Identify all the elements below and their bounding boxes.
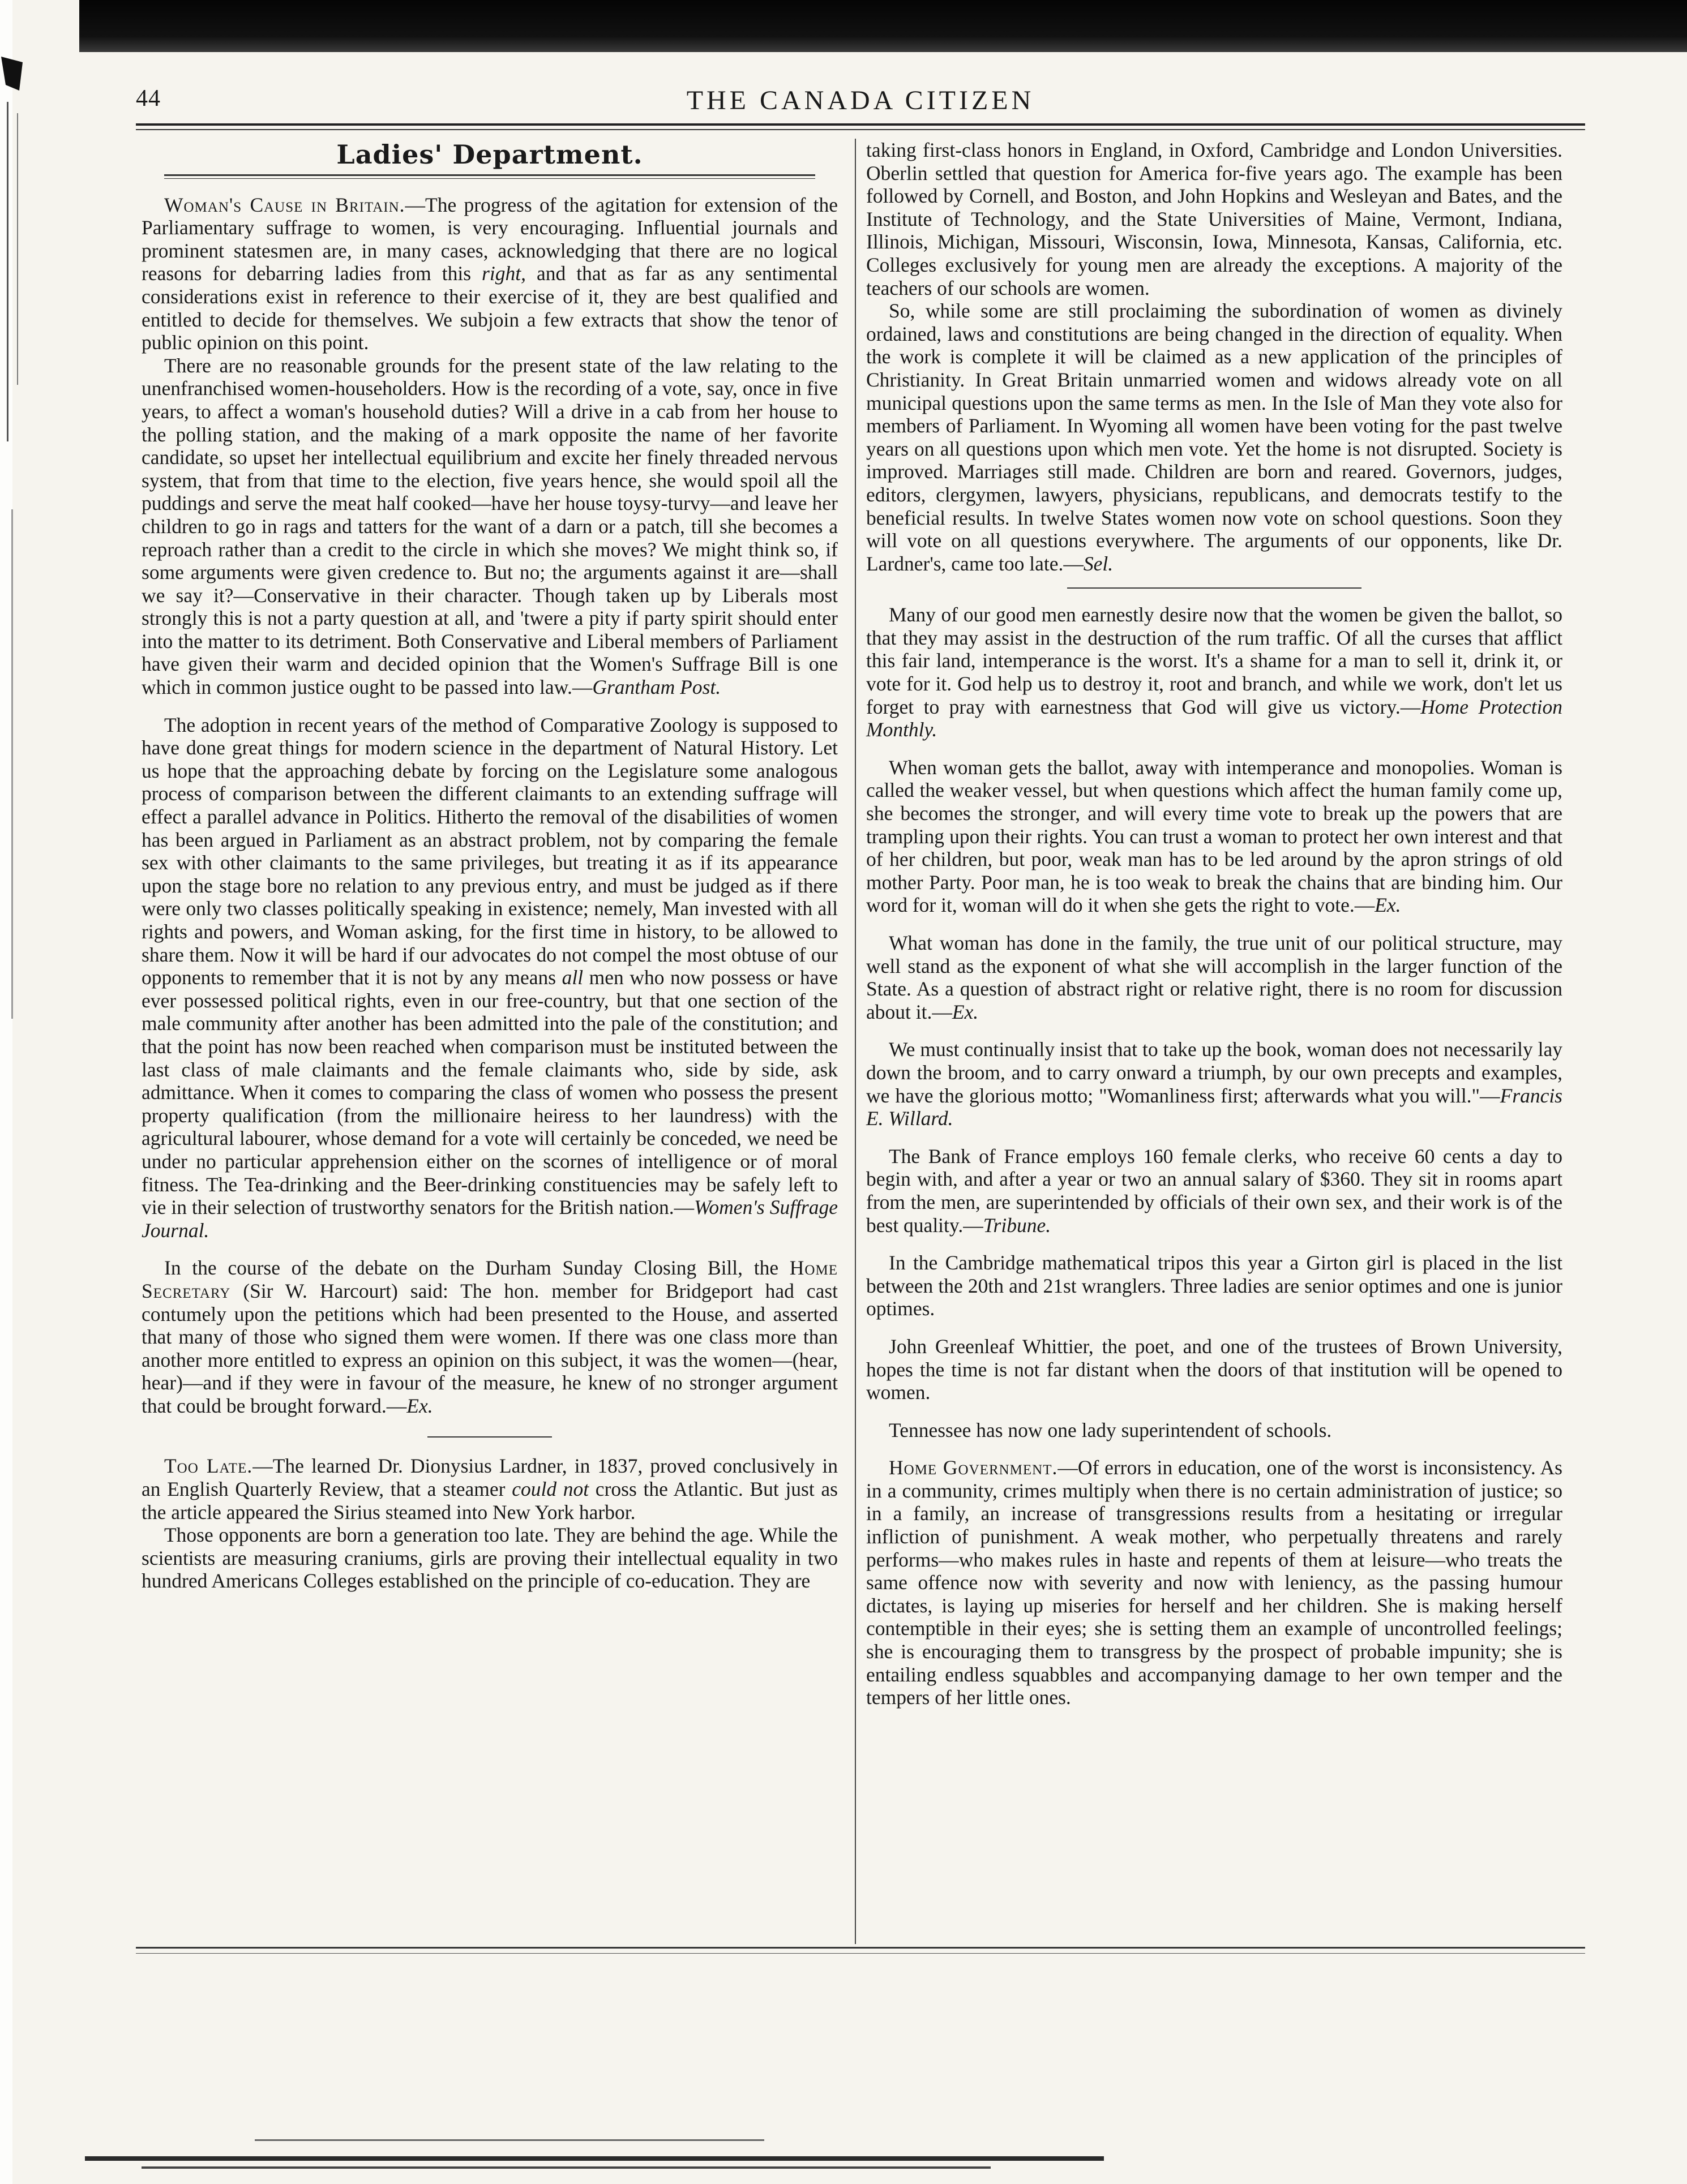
paragraph-text: When woman gets the ballot, away with intemperance and monopolies. Woman is called the weaker vessel, but when questions which affect the human family come up, she becomes the stronger, and will every time vote to break up the powers that are trampling upon their rights. You can trust a woman to protect her own interest and that of her children, but poor, weak man has to be led around by the apron strings of old mother Party. Poor man, he is too weak to break the chains that are binding him. Our word for it, woman will do it when she gets the right to vote.— xyxy=(866,756,1562,917)
source-citation: Tribune. xyxy=(983,1213,1051,1237)
paragraph-cambridge-tripos xyxy=(866,1251,1562,1320)
source-citation: Ex. xyxy=(1375,894,1401,917)
department-title: Ladies' Department. xyxy=(336,139,643,170)
scan-footer-marks xyxy=(85,2117,1330,2179)
title-rule xyxy=(164,174,815,179)
paragraph-text: Many of our good men earnestly desire now that the women be given the ballot, so that they may assist in the destruction of the rum traffic. Of all the curses that afflict this fair land, intemperance is the worst. It's a shame for a man to sell it, drink it, or vote for it. God help us to destroy it, root and branch, and while we work, don't let us forget to pray with earnestness that God will give us victory.— xyxy=(866,603,1562,718)
paragraph-text: men who now possess or have ever possessed political rights, even in our free-country, but that one section of the male community after another has been admitted into the pale of the constitution; and that the point has now been reached when comparison must be instituted between the last class of male claimants and the female claimants who, side by side, ask admittance. When it comes to comparing the class of women who possess the present property qualification (from the millionaire heiress to her laundress) with the agricultural labourer, whose demand for a vote will certainly be conceded, we need be under no particular apprehension either on the scornes of intelligence or of moral fitness. The Tea-drinking and the Beer-drinking constituencies may be safely left to vie in their selection of trustworthy senators for the British nation.— xyxy=(142,966,838,1219)
section-divider xyxy=(427,1436,552,1438)
footer-rule xyxy=(136,1947,1585,1954)
source-citation: Women's Suffrage Journal. xyxy=(142,1196,838,1242)
paragraph-subordination xyxy=(866,299,1562,575)
italic-text: right, xyxy=(482,262,526,285)
paragraph-continued-colleges xyxy=(866,139,1562,299)
paragraph-text: —The progress of the agitation for extension of the Parliamentary suffrage to women, is very encouraging. Influential journals and prominent statesmen are, in many cases, acknowledging that there are no logical reasons for debarring ladies from this xyxy=(142,193,838,285)
paragraph-text: We must continually insist that to take up the book, woman does not necessarily lay down the broom, and to carry onward a triumph, by our own precepts and examples, we have the glorious motto; "Womanliness first; afterwards what you will."— xyxy=(866,1038,1562,1107)
paragraph-text: taking first-class honors in England, in Oxford, Cambridge and London Universities. Oberlin settled that question for America for-five years ago. The example has been followed by Cornell, and Boston, and John Hopkins and Wesleyan and Bates, and the Institute of Technology, and the State Universities of Maine, Vermont, Indiana, Illinois, Michigan, Missouri, Wisconsin, Iowa, Minnesota, Kansas, California, etc. Colleges exclusively for young men are already the exceptions. A majority of the teachers of our schools are women. xyxy=(866,139,1562,299)
paragraph-book-broom xyxy=(866,1038,1562,1130)
source-citation: Ex. xyxy=(952,1000,979,1023)
paragraph-home-government xyxy=(866,1456,1562,1709)
paragraph-womans-cause xyxy=(142,194,838,354)
source-citation: Home Protection Monthly. xyxy=(866,695,1562,741)
paragraph-text: In the course of the debate on the Durham Sunday Closing Bill, the xyxy=(164,1256,790,1280)
paragraph-text: and that as far as any sentimental considerations exist in reference to their exercise of it, they are best qualified and entitled to decide for themselves. We subjoin a few extracts that show the tenor of public opinion on this point. xyxy=(142,262,838,354)
paragraph-text: cross the Atlantic. But just as the article appeared the Sirius steamed into New York harbor. xyxy=(142,1478,838,1524)
paragraph-text: The adoption in recent years of the method of Comparative Zoology is supposed to have done great things for modern science in the department of Natural History. Let us hope that the approaching debate by forcing on the Legislature some analogous process of comparison between the different claimants to an extending suffrage will effect a parallel advance in Politics. Hitherto the removal of the disabilities of women has been argued in Parliament as an abstract problem, not by comparing the female sex with other claimants to the same privileges, but treating it as if its appearance upon the stage bore no relation to any previous entry, and must be judged as if there were only two classes politically speaking in existence; nemely, Man invested with all rights and powers, and Woman asking, for the first time in history, to be allowed to share them. Now it will be hard if our advocates do not compel the most obtuse of our opponents to remember that it is not by any means xyxy=(142,713,838,989)
paragraph-text: In the Cambridge mathematical tripos this year a Girton girl is placed in the list between the 20th and 21st wranglers. Three ladies are senior optimes and one is junior optimes. xyxy=(866,1251,1562,1320)
paragraph-text: The Bank of France employs 160 female clerks, who receive 60 cents a day to begin with, and after a year or two an annual salary of $360. They sit in rooms apart from the men, are superintended by officials of their own sex, and their work is of the best quality.— xyxy=(866,1144,1562,1237)
header-rule xyxy=(136,123,1585,130)
italic-text: all xyxy=(562,966,584,989)
paragraph-whittier xyxy=(866,1335,1562,1404)
paragraph-rum-traffic xyxy=(866,603,1562,741)
paragraph-family-unit xyxy=(866,932,1562,1023)
paragraph-comparative-zoology xyxy=(142,714,838,1242)
column-divider xyxy=(855,139,856,1944)
paragraph-opponents xyxy=(142,1524,838,1593)
paragraph-text: Tennessee has now one lady superintendent of schools. xyxy=(889,1418,1332,1441)
paragraph-bank-of-france xyxy=(866,1145,1562,1237)
running-head: THE CANADA CITIZEN xyxy=(686,85,1035,115)
lead-womans-cause: Woman's Cause in Britain. xyxy=(164,193,405,216)
left-column xyxy=(142,139,838,1593)
paragraph-ballot-intemperance xyxy=(866,756,1562,917)
source-citation: Grantham Post. xyxy=(592,676,721,699)
paragraph-reasonable-grounds xyxy=(142,354,838,699)
paragraph-text: So, while some are still proclaiming the subordination of women as divinely ordained, laws and constitutions are being changed in the direction of equality. When the work is complete it will be claimed as a new application of the principles of Christianity. In Great Britain unmarried women and widows already vote on all municipal questions upon the same terms as men. In the Isle of Man they vote also for members of Parliament. In Wyoming all women have been voting for the past twelve years on all questions upon which men vote. Yet the home is not disrupted. Society is improved. Marriages still made. Children are born and reared. Governors, judges, editors, clergymen, lawyers, physicians, republicans, and democrats testify to the beneficial results. In twelve States women now vote on school questions. Soon they will vote on all questions everywhere. The arguments of our opponents, like Dr. Lardner's, came too late.— xyxy=(866,299,1562,575)
paragraph-text: There are no reasonable grounds for the present state of the law relating to the unenfranchised women-householders. How is the recording of a vote, say, once in five years, to affect a woman's household duties? Will a drive in a cab from her house to the polling station, and the making of a mark opposite the name of her favorite candidate, so upset her intellectual equilibrium and excite her finely threaded nervous system, that from that time to the election, five years hence, she would spoil all the puddings and serve the meat half cooked—have her house toysy-turvy—and leave her children to go in rags and tatters for the want of a darn or a patch, till she becomes a reproach rather than a credit to the circle in which she moves? We might think so, if some arguments were given credence to. But no; the arguments against it are—shall we say it?—Conservative in their character. Though taken up by Liberals most strongly this is not a party question at all, and 'twere a pity if party spirit should enter into the matter to its detriment. Both Conservative and Liberal members of Parliament have given their warm and decided opinion that the Women's Suffrage Bill is one which in common justice ought to be passed into law.— xyxy=(142,354,838,699)
lead-too-late: Too Late. xyxy=(164,1454,253,1478)
source-citation: Ex. xyxy=(406,1394,433,1417)
small-caps-text: Home Secretary xyxy=(142,1256,838,1302)
scan-edge-marks xyxy=(0,0,34,2184)
source-citation: Francis E. Willard. xyxy=(866,1084,1562,1130)
source-citation: Sel. xyxy=(1083,552,1114,575)
italic-text: could not xyxy=(512,1478,589,1501)
paragraph-text: Those opponents are born a generation too late. They are behind the age. While the scientists are measuring craniums, girls are proving their intellectual equality in two hundred Americans Colleges established on the principle of co-education. They are xyxy=(142,1524,838,1593)
paragraph-durham-debate xyxy=(142,1256,838,1417)
section-divider xyxy=(1067,587,1361,589)
paragraph-text: (Sir W. Harcourt) said: The hon. member for Bridgeport had cast contumely upon the petitions which had been presented to the House, and asserted that many of those who signed them were women. If there was one class more than another more entitled to express an opinion on this subject, it was the women—(hear, hear)—and if they were in favour of the measure, he knew of no stronger argument that could be brought forward.— xyxy=(142,1279,838,1417)
paragraph-text: —Of errors in education, one of the worst is inconsistency. As in a community, crimes multiply when there is no certain administration of justice; so in a family, an increase of transgressions results from a hesitating or irregular infliction of punishment. A weak mother, who perpetually threatens and rarely performs—who makes rules in haste and repents of them at leisure—who treats the same offence now with severity and now with leniency, as the passing humour dictates, is laying up miseries for herself and her children. She is making herself contemptible in their eyes; she is setting them an example of uncontrolled feelings; she is encouraging them to transgress by the prospect of probable impunity; she is entailing endless squabbles and accompanying damage to her own temper and the tempers of her little ones. xyxy=(866,1456,1562,1709)
page-header xyxy=(136,85,1585,119)
paragraph-too-late xyxy=(142,1454,838,1524)
paragraph-text: John Greenleaf Whittier, the poet, and one of the trustees of Brown University, hopes the time is not far distant when the doors of that institution will be opened to women. xyxy=(866,1335,1562,1404)
paragraph-tennessee xyxy=(866,1419,1562,1442)
lead-home-government: Home Government. xyxy=(889,1456,1058,1479)
page-number: 44 xyxy=(136,85,161,111)
scan-border-bar xyxy=(79,0,1687,52)
paragraph-text: What woman has done in the family, the true unit of our political structure, may well stand as the exponent of what she will accomplish in the larger function of the State. As a question of abstract right or relative right, there is no room for discussion about it.— xyxy=(866,932,1562,1023)
right-column xyxy=(866,139,1562,1709)
paragraph-text: —The learned Dr. Dionysius Lardner, in 1837, proved conclusively in an English Quarterly Review, that a steamer xyxy=(142,1454,838,1501)
